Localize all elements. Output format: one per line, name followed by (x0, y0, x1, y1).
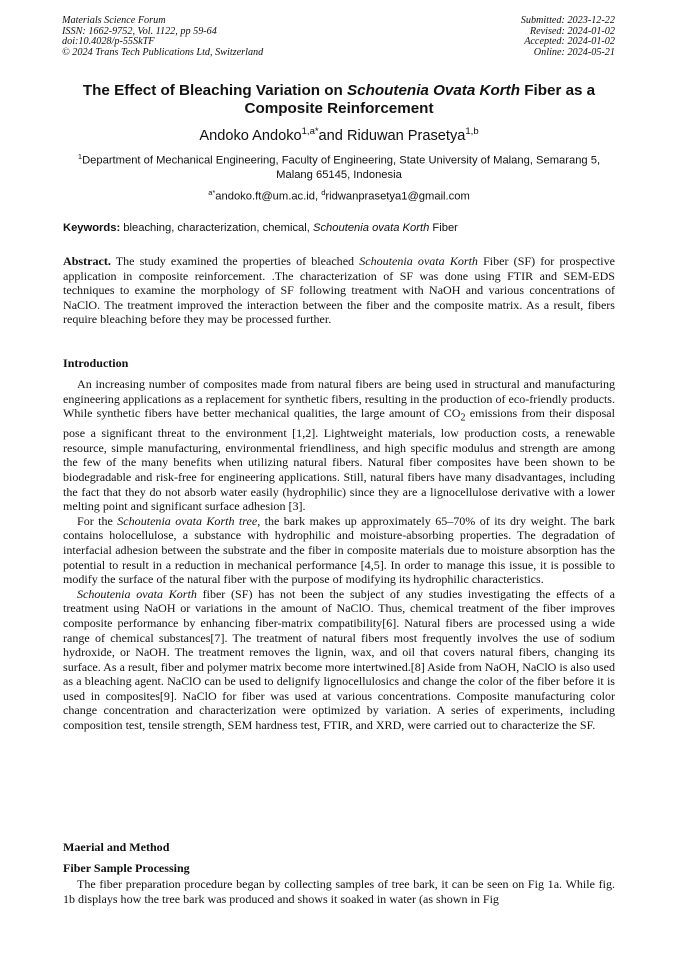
abstract (63, 254, 615, 327)
co2-subscript: 2 (460, 412, 466, 424)
email-b-mark: d (321, 188, 326, 197)
intro-p2-text-b: , the bark makes up approximately 65–70% of its dry weight. The bark contains holocellulose, a substance with hydrophilic and moisture-absorbing properties. The degradation of interfacial adhesion between the substrate and the fiber in composite materials due to moisture absorption has the potential to result in a reduction in mechanical performance [4,5]. In order to manage this issue, it is possible to modify the surface of the natural fiber with the purpose of modifying its hydrophilic characteristics. (63, 513, 615, 587)
introduction-body (63, 377, 615, 733)
intro-p2-species: Schoutenia ovata Korth tree (117, 513, 258, 528)
intro-paragraph-3 (63, 587, 615, 733)
email-b[interactable]: ridwanprasetya1@gmail.com (325, 190, 470, 203)
journal-name: Materials Science Forum (62, 15, 166, 26)
title-part-2: Fiber as a Composite Reinforcement (244, 82, 596, 117)
paper-title (50, 82, 628, 118)
journal-issn: ISSN: 1662-9752, Vol. 1122, pp 59-64 (62, 25, 217, 37)
date-accepted: Accepted: 2024-01-02 (524, 36, 615, 48)
affiliation (70, 150, 608, 183)
journal-info (62, 16, 263, 59)
intro-paragraph-2 (63, 514, 615, 587)
intro-paragraph-1 (63, 377, 615, 514)
author-emails (50, 186, 628, 204)
keywords-species: Schoutenia ovata Korth (312, 222, 430, 234)
keywords-text: bleaching, characterization, chemical, (120, 222, 313, 234)
fiber-processing-body (63, 877, 615, 906)
author-2-affiliation-mark: 1,b (465, 126, 479, 137)
intro-p1-text-b: emissions from their disposal pose a significant threat to the environment [1,2]. Lightweight materials, low production costs, a renewable resource, simple manufacturing, environmental friendliness, and high specific modulus and strength are among the few of the many benefits when utilizing natural fibers. Natural fiber composites have been shown to be biodegradable and risk-free for engineering applications. Still, natural fibers have many disadvantages, including the fact that they do not absorb water easily (hydrophilic) since they are a lignocellulose derivative with a lower melting point and significant surface adhesion [3]. (63, 406, 615, 514)
intro-p3-species: Schoutenia ovata Korth (77, 586, 197, 601)
date-submitted: Submitted: 2023-12-22 (520, 15, 615, 26)
keywords-end: Fiber (429, 222, 458, 234)
affiliation-text: Department of Mechanical Engineering, Faculty of Engineering, State University of Malang, Semarang 5, Malang 65145, Indonesia (82, 154, 601, 182)
author-conjunction: and (318, 127, 347, 144)
date-revised: Revised: 2024-01-02 (529, 25, 615, 37)
intro-p3-text: fiber (SF) has not been the subject of any studies investigating the effects of a treatment using NaOH or variations in the amount of NaClO. Thus, chemical treatment of the fiber improves composite performance by enhancing fiber-matrix compatibility[6]. Natural fibers are processed using a wide range of chemical substances[7]. The treatment of natural fibers most frequently involves the use of sodium hydroxide, or NaOH. The treatment removes the lignin, wax, and oil that covers natural fibers, changing its surface. As a result, fiber and polymer matrix become more intertwined.[8] Aside from NaOH, NaClO is also used as a bleaching agent. NaClO can be used to delignify lignocellulosics and change the color of the fiber before it is used in composites[9]. NaClO for fiber was used at various concentrations. Composite manufacturing color change concentration and characterization were optimized by variation. A series of experiments, including composition test, tensile strength, SEM hardness test, FTIR, and XRD, were carried out to characterize the SF. (63, 586, 615, 733)
author-2: Riduwan Prasetya (346, 127, 466, 144)
abstract-text-1: The study examined the properties of bleached (110, 254, 360, 268)
abstract-text-2: Fiber (SF) for prospective application in composite reinforcement. .The characterization of SF was done using FTIR and SEM-EDS techniques to examine the morphology of SF following treatment with NaOH and various concentrations of NaClO. The treatment improved the interaction between the fiber and the composite matrix. As a result, fibers require bleaching before they may be processed further. (63, 254, 615, 327)
email-a[interactable]: andoko.ft@um.ac.id, (215, 190, 322, 203)
intro-p2-text-a: For the (77, 513, 118, 528)
publication-dates (521, 16, 615, 59)
journal-doi[interactable]: doi:10.4028/p-55SkTF (62, 36, 155, 48)
author-1: Andoko Andoko (199, 127, 302, 144)
affiliation-mark: 1 (77, 152, 83, 161)
title-part-1: The Effect of Bleaching Variation on (82, 82, 347, 99)
fiber-processing-subheading: Fiber Sample Processing (63, 861, 190, 875)
fiber-paragraph-1: The fiber preparation procedure began by collecting samples of tree bark, it can be seen on Fig 1a. While fig. 1b displays how the tree bark was produced and shows it soaked in water (as shown in Fig (63, 877, 615, 906)
journal-copyright: © 2024 Trans Tech Publications Ltd, Switzerland (62, 47, 264, 59)
abstract-label: Abstract. (63, 254, 111, 268)
intro-p1-text-a: An increasing number of composites made from natural fibers are being used in structural and manufacturing engineering applications as a replacement for synthetic fibers, resulting in the production of eco-friendly products. While synthetic fibers have better mechanical qualities, the large amount of CO (63, 377, 615, 421)
introduction-heading: Introduction (63, 356, 129, 370)
email-a-mark: a* (208, 188, 216, 197)
keywords (63, 221, 616, 235)
author-list (50, 123, 628, 145)
author-1-affiliation-mark: 1,a* (301, 126, 319, 137)
keywords-label: Keywords: (63, 222, 121, 234)
date-online: Online: 2024-05-21 (533, 47, 615, 59)
method-heading: Maerial and Method (63, 840, 170, 854)
abstract-species: Schoutenia ovata Korth (359, 254, 478, 268)
title-species: Schoutenia Ovata Korth (347, 82, 520, 99)
